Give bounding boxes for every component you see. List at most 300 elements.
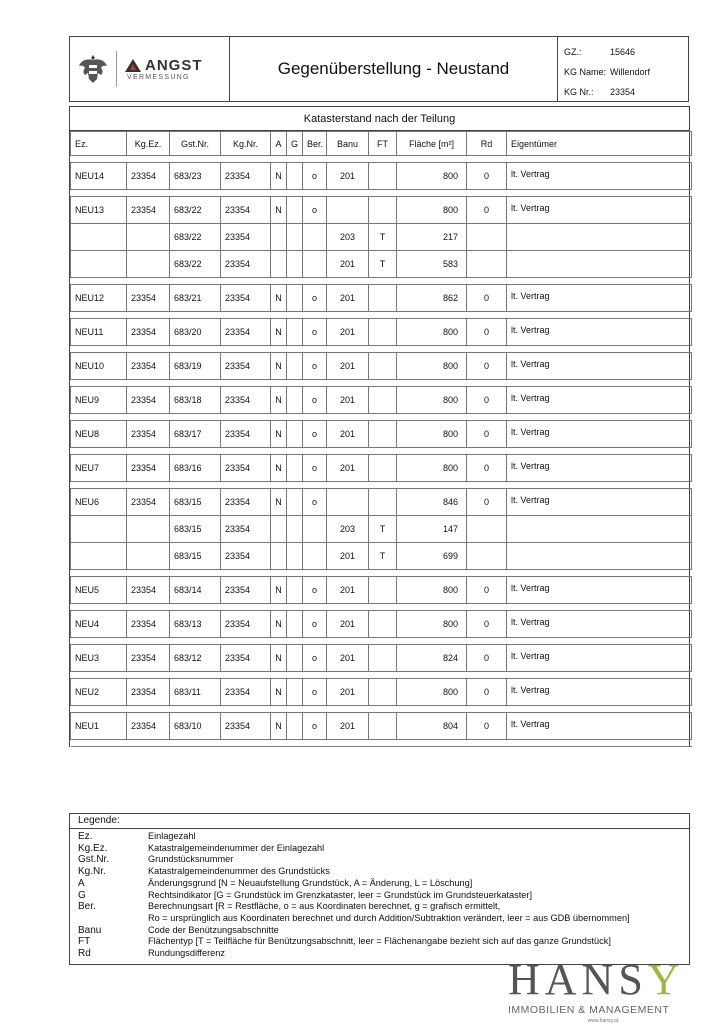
table-cell: 699 (397, 543, 467, 570)
table-cell: 23354 (127, 163, 170, 190)
table-cell (369, 577, 397, 604)
table-cell (127, 251, 170, 278)
table-cell: lt. Vertrag (507, 645, 692, 672)
cadastre-table (69, 106, 690, 747)
table-cell: N (271, 645, 287, 672)
table-cell (369, 611, 397, 638)
table-cell: NEU12 (71, 285, 127, 312)
hansy-logo (508, 955, 698, 1024)
table-cell: 683/19 (170, 353, 221, 380)
table-cell: 23354 (127, 611, 170, 638)
table-cell: N (271, 577, 287, 604)
legend-key: Ber. (78, 901, 96, 913)
table-cell: NEU11 (71, 319, 127, 346)
table-cell: 23354 (221, 577, 271, 604)
legend-item (78, 901, 689, 913)
table-cell (287, 645, 303, 672)
legend-key (78, 913, 148, 925)
table-cell: 217 (397, 224, 467, 251)
column-header: Ber. (303, 132, 327, 156)
table-cell: NEU2 (71, 679, 127, 706)
table-title: Katasterstand nach der Teilung (70, 107, 689, 131)
table-row (71, 163, 692, 190)
table-row (71, 319, 692, 346)
table-cell: 683/15 (170, 543, 221, 570)
table-cell (467, 224, 507, 251)
table-cell: 23354 (221, 353, 271, 380)
group-separator (71, 312, 692, 319)
table-cell: 683/22 (170, 224, 221, 251)
legend-description: Rundungsdifferenz (148, 948, 225, 959)
table-cell (287, 353, 303, 380)
table-cell: 683/20 (170, 319, 221, 346)
table-cell (369, 679, 397, 706)
legend-description: Katastralgemeindenummer des Grundstücks (148, 866, 330, 877)
table-cell: 0 (467, 489, 507, 516)
table-cell (303, 516, 327, 543)
logo-separator (116, 51, 117, 87)
logo-subtitle: VERMESSUNG (127, 74, 190, 81)
table-cell: o (303, 455, 327, 482)
group-separator (71, 156, 692, 163)
table-cell (287, 285, 303, 312)
legend-item (78, 854, 689, 866)
brand-url: www.hansy.at (587, 1018, 619, 1024)
table-cell: NEU13 (71, 197, 127, 224)
table-cell: lt. Vertrag (507, 319, 692, 346)
table-cell: 201 (327, 353, 369, 380)
info-gz: GZ.: 15646 (564, 47, 636, 57)
legend-key: Kg.Nr. (78, 866, 106, 878)
table-cell: 846 (397, 489, 467, 516)
table-cell: o (303, 163, 327, 190)
column-header: Gst.Nr. (170, 132, 221, 156)
table-cell (467, 516, 507, 543)
column-header: Banu (327, 132, 369, 156)
table-cell: 23354 (127, 455, 170, 482)
table-cell (369, 163, 397, 190)
table-cell: o (303, 353, 327, 380)
legend-key: G (78, 889, 86, 901)
table-cell: 23354 (221, 713, 271, 740)
table-cell: 683/18 (170, 387, 221, 414)
group-separator (71, 740, 692, 747)
table-cell (287, 387, 303, 414)
table-cell: 23354 (127, 421, 170, 448)
logo-area (70, 37, 230, 101)
table-cell: 201 (327, 387, 369, 414)
triangle-logo-icon (125, 59, 141, 72)
info-kg-nr: KG Nr.: 23354 (564, 87, 636, 97)
legend-item (78, 866, 689, 878)
table-cell: 683/21 (170, 285, 221, 312)
table-cell: o (303, 489, 327, 516)
table-cell: 800 (397, 163, 467, 190)
table-cell: 0 (467, 421, 507, 448)
table-row (71, 713, 692, 740)
table-cell (287, 713, 303, 740)
table-cell: 203 (327, 516, 369, 543)
logo-name: ANGST (145, 57, 203, 74)
group-separator (71, 638, 692, 645)
group-separator (71, 414, 692, 421)
legend-key: FT (78, 936, 91, 948)
group-separator (71, 190, 692, 197)
table-cell (369, 353, 397, 380)
table-cell (369, 489, 397, 516)
table-cell (271, 251, 287, 278)
table-cell: lt. Vertrag (507, 197, 692, 224)
table-cell: lt. Vertrag (507, 611, 692, 638)
table-row (71, 679, 692, 706)
table-cell: N (271, 611, 287, 638)
table-cell: lt. Vertrag (507, 489, 692, 516)
table-cell: 23354 (221, 251, 271, 278)
table-cell: o (303, 387, 327, 414)
column-header: Ez. (71, 132, 127, 156)
table-cell: NEU10 (71, 353, 127, 380)
table-cell (303, 251, 327, 278)
table-cell: 23354 (127, 577, 170, 604)
legend-title: Legende: (70, 814, 689, 829)
table-cell: 0 (467, 679, 507, 706)
table-cell: 0 (467, 645, 507, 672)
table-cell: 0 (467, 197, 507, 224)
table-cell: 23354 (221, 285, 271, 312)
legend-description: Code der Benützungsabschnitte (148, 924, 279, 935)
table-cell: 23354 (127, 197, 170, 224)
legend-key: Kg.Ez. (78, 842, 108, 854)
table-cell (369, 285, 397, 312)
group-separator (71, 672, 692, 679)
table-cell: N (271, 387, 287, 414)
table-cell: 683/17 (170, 421, 221, 448)
table-cell (327, 197, 369, 224)
table-cell: 800 (397, 679, 467, 706)
table-cell: 862 (397, 285, 467, 312)
table-cell: 683/13 (170, 611, 221, 638)
table-row (71, 421, 692, 448)
table-cell (303, 224, 327, 251)
legend-key: A (78, 877, 85, 889)
table-cell: T (369, 543, 397, 570)
table-cell: 0 (467, 387, 507, 414)
legend-key: Rd (78, 948, 91, 960)
legend-description: Grundstücksnummer (148, 854, 234, 865)
table-cell: 23354 (221, 455, 271, 482)
table-cell: 23354 (221, 319, 271, 346)
table-cell (369, 455, 397, 482)
table-row (71, 577, 692, 604)
legend-item (78, 878, 689, 890)
table-cell: o (303, 611, 327, 638)
table-row (71, 224, 692, 251)
table-cell (507, 224, 692, 251)
table-cell (71, 516, 127, 543)
column-header: Kg.Nr. (221, 132, 271, 156)
table-cell: 23354 (127, 353, 170, 380)
table-cell: lt. Vertrag (507, 285, 692, 312)
table-cell: 800 (397, 319, 467, 346)
table-cell (369, 387, 397, 414)
table-cell: T (369, 516, 397, 543)
table-cell: NEU8 (71, 421, 127, 448)
table-cell: NEU14 (71, 163, 127, 190)
table-cell: 683/22 (170, 251, 221, 278)
legend-description: Änderungsgrund [N = Neuaufstellung Grundstück, A = Änderung, L = Löschung] (148, 877, 473, 888)
table-row (71, 353, 692, 380)
table-cell: 683/15 (170, 516, 221, 543)
column-header: A (271, 132, 287, 156)
table-cell: 23354 (221, 611, 271, 638)
table-cell: 0 (467, 455, 507, 482)
table-cell (287, 163, 303, 190)
angst-logo (125, 57, 203, 81)
table-cell: 23354 (127, 713, 170, 740)
table-cell: 583 (397, 251, 467, 278)
table-cell: 800 (397, 421, 467, 448)
table-cell: 683/14 (170, 577, 221, 604)
table-cell: 800 (397, 387, 467, 414)
table-cell: N (271, 713, 287, 740)
group-separator (71, 604, 692, 611)
table-cell: 683/22 (170, 197, 221, 224)
table-cell (327, 489, 369, 516)
table-cell (287, 679, 303, 706)
table-cell: 0 (467, 713, 507, 740)
table-header-row (71, 132, 692, 156)
legend-description: Katastralgemeindenummer der Einlagezahl (148, 842, 325, 853)
table-cell: lt. Vertrag (507, 679, 692, 706)
table-cell (71, 543, 127, 570)
table-cell: o (303, 645, 327, 672)
table-cell: lt. Vertrag (507, 455, 692, 482)
table-cell: 0 (467, 319, 507, 346)
legend-list (70, 829, 689, 964)
table-cell: 0 (467, 353, 507, 380)
table-cell (287, 543, 303, 570)
table-cell (71, 251, 127, 278)
table-cell: 201 (327, 163, 369, 190)
table-cell (287, 455, 303, 482)
group-separator (71, 570, 692, 577)
table-cell: o (303, 713, 327, 740)
table-cell: o (303, 285, 327, 312)
legend-key: Ez. (78, 831, 93, 842)
table-cell: 800 (397, 197, 467, 224)
table-cell: 23354 (221, 543, 271, 570)
table-cell: 201 (327, 285, 369, 312)
table-cell: 23354 (127, 285, 170, 312)
legend-item (78, 831, 689, 843)
table-cell: 201 (327, 713, 369, 740)
table-cell: lt. Vertrag (507, 421, 692, 448)
legend-box (69, 813, 690, 965)
table-cell: o (303, 577, 327, 604)
table-cell: N (271, 353, 287, 380)
table-cell (127, 516, 170, 543)
table-cell: 0 (467, 285, 507, 312)
table-cell: o (303, 197, 327, 224)
table-cell (369, 645, 397, 672)
table-row (71, 455, 692, 482)
document-title: Gegenüberstellung - Neustand (230, 37, 558, 101)
info-kg-name: KG Name: Willendorf (564, 67, 651, 77)
table-cell: 201 (327, 577, 369, 604)
table-cell: 800 (397, 611, 467, 638)
column-header: FT (369, 132, 397, 156)
table-cell (271, 543, 287, 570)
table-cell (507, 543, 692, 570)
table-cell: 0 (467, 577, 507, 604)
table-cell: T (369, 251, 397, 278)
table-cell: 23354 (127, 489, 170, 516)
table-cell: 800 (397, 577, 467, 604)
table-cell (467, 251, 507, 278)
table-cell: 23354 (221, 645, 271, 672)
table-cell (507, 251, 692, 278)
table-cell: NEU1 (71, 713, 127, 740)
table-row (71, 489, 692, 516)
table-cell (287, 251, 303, 278)
table-cell (287, 489, 303, 516)
table-cell (287, 516, 303, 543)
table-cell: 23354 (221, 197, 271, 224)
legend-description: Ro = ursprünglich aus Koordinaten berechnet und durch Addition/Subtraktion verändert, leer = aus GDB übernommen] (148, 912, 630, 923)
legend-item (78, 936, 689, 948)
legend-description: Rechtsindikator [G = Grundstück im Grenzkataster, leer = Grundstück im Grundsteuerkataster] (148, 889, 532, 900)
legend-description: Flächentyp [T = Teilfläche für Benützungsabschnitt, leer = Flächenangabe bezieht sich auf das ganze Grundstück] (148, 936, 611, 947)
table-cell: NEU5 (71, 577, 127, 604)
table-cell: 23354 (221, 387, 271, 414)
table-cell: 804 (397, 713, 467, 740)
table-cell: 683/16 (170, 455, 221, 482)
table-cell (287, 224, 303, 251)
table-row (71, 251, 692, 278)
table-cell (287, 197, 303, 224)
table-cell: N (271, 679, 287, 706)
legend-item (78, 925, 689, 937)
legend-key: Banu (78, 924, 102, 936)
table-cell (287, 577, 303, 604)
table-cell: 201 (327, 543, 369, 570)
table-cell: 683/11 (170, 679, 221, 706)
table-cell: lt. Vertrag (507, 163, 692, 190)
table-cell: 800 (397, 353, 467, 380)
table-cell: 0 (467, 611, 507, 638)
table-cell (271, 516, 287, 543)
table-cell: lt. Vertrag (507, 387, 692, 414)
table-cell: N (271, 163, 287, 190)
table-cell: N (271, 455, 287, 482)
table-row (71, 543, 692, 570)
table-cell (127, 224, 170, 251)
table-cell (303, 543, 327, 570)
table-cell: NEU9 (71, 387, 127, 414)
table-cell: 824 (397, 645, 467, 672)
table-cell: 800 (397, 455, 467, 482)
table-cell: lt. Vertrag (507, 577, 692, 604)
table-cell: 23354 (221, 163, 271, 190)
legend-key: Gst.Nr. (78, 854, 110, 866)
table-cell (369, 197, 397, 224)
table-row (71, 516, 692, 543)
table-cell: 201 (327, 421, 369, 448)
table-cell: NEU4 (71, 611, 127, 638)
legend-item (78, 913, 689, 925)
table-cell: 203 (327, 224, 369, 251)
brand-name: HANSY (508, 955, 685, 1004)
table-cell: 23354 (127, 387, 170, 414)
table-cell (287, 611, 303, 638)
table-cell: o (303, 679, 327, 706)
table-cell: 201 (327, 251, 369, 278)
document-header (69, 36, 689, 102)
table-cell (287, 319, 303, 346)
legend-item (78, 890, 689, 902)
table-cell: NEU7 (71, 455, 127, 482)
table-cell: N (271, 285, 287, 312)
austrian-eagle-icon (78, 52, 108, 86)
legend-item (78, 843, 689, 855)
table-cell (507, 516, 692, 543)
table-cell (271, 224, 287, 251)
table-row (71, 197, 692, 224)
table-cell (467, 543, 507, 570)
table-cell: N (271, 489, 287, 516)
group-separator (71, 706, 692, 713)
column-header: Fläche [m²] (397, 132, 467, 156)
table-cell: 23354 (221, 421, 271, 448)
table-cell: 201 (327, 319, 369, 346)
table-row (71, 387, 692, 414)
table-cell: N (271, 197, 287, 224)
table-cell: 23354 (221, 516, 271, 543)
group-separator (71, 380, 692, 387)
column-header: G (287, 132, 303, 156)
table-cell: o (303, 421, 327, 448)
table-cell (287, 421, 303, 448)
legend-description: Berechnungsart [R = Restfläche, o = aus Koordinaten berechnet, g = grafisch ermittelt, (148, 901, 501, 912)
table-cell: lt. Vertrag (507, 713, 692, 740)
table-cell: 147 (397, 516, 467, 543)
column-header: Rd (467, 132, 507, 156)
column-header: Kg.Ez. (127, 132, 170, 156)
document-info (558, 37, 688, 101)
table-cell: 201 (327, 679, 369, 706)
table-cell: o (303, 319, 327, 346)
table-cell: T (369, 224, 397, 251)
group-separator (71, 278, 692, 285)
table-cell: 683/15 (170, 489, 221, 516)
legend-description: Einlagezahl (148, 831, 196, 841)
column-header: Eigentümer (507, 132, 692, 156)
table-cell: 23354 (221, 224, 271, 251)
table-cell: N (271, 319, 287, 346)
table-cell: 683/10 (170, 713, 221, 740)
table-cell: 683/12 (170, 645, 221, 672)
table-cell: 23354 (127, 319, 170, 346)
table-cell: 23354 (221, 489, 271, 516)
table-cell: 201 (327, 645, 369, 672)
table-cell (71, 224, 127, 251)
table-cell: 23354 (127, 645, 170, 672)
parcel-table (70, 131, 692, 747)
brand-subtitle: IMMOBILIEN & MANAGEMENT (508, 1004, 670, 1016)
table-cell: NEU3 (71, 645, 127, 672)
group-separator (71, 346, 692, 353)
table-row (71, 645, 692, 672)
